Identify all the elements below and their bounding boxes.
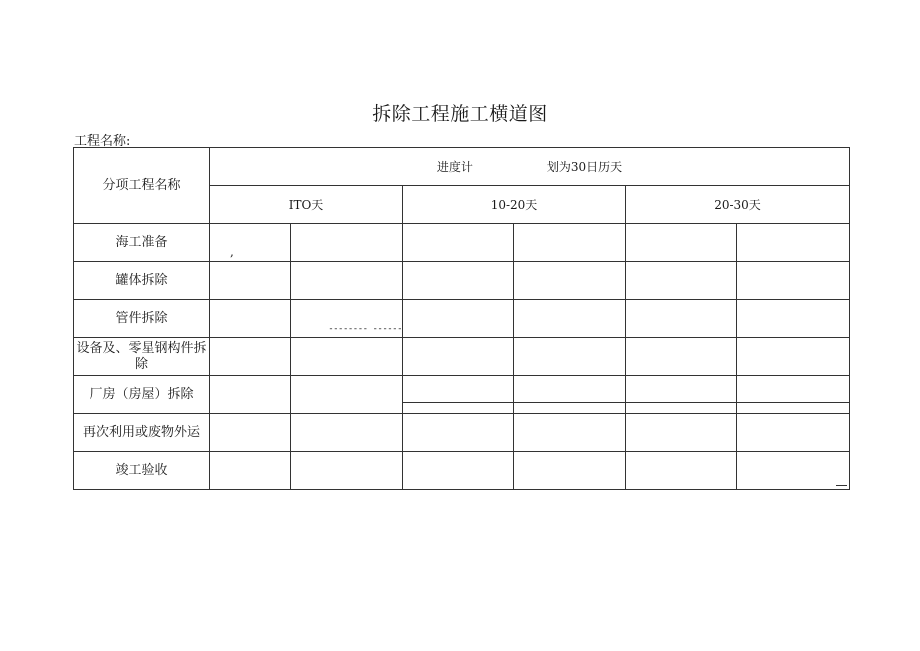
plan-label-part-1: 进度计 [436,159,473,174]
task-name: 厂房（房屋）拆除 [74,376,210,414]
schedule-cell [210,224,291,262]
schedule-cell [737,300,850,338]
schedule-cell [514,224,626,262]
project-name-label: 工程名称: [74,134,131,149]
schedule-cell [626,262,737,300]
schedule-cell [291,376,403,414]
schedule-cell [737,224,850,262]
period-header-3: 20-30天 [626,186,850,224]
schedule-cell [514,376,626,414]
task-name: 设备及、零星钢构件拆除 [74,338,210,376]
schedule-plan-header [210,148,850,186]
schedule-cell [737,414,850,452]
schedule-cell [210,376,291,414]
task-row [74,376,850,414]
schedule-cell [626,376,737,414]
schedule-cell [403,452,514,490]
schedule-cell [626,414,737,452]
comma-mark: , [230,245,234,259]
schedule-cell [291,338,403,376]
schedule-cell [737,338,850,376]
schedule-cell [514,338,626,376]
item-name-header: 分项工程名称 [74,148,210,224]
schedule-cell [514,452,626,490]
schedule-cell [626,224,737,262]
schedule-cell [403,224,514,262]
document-title: 拆除工程施工横道图 [372,103,548,125]
schedule-cell [291,414,403,452]
schedule-cell [210,262,291,300]
task-name: 海工准备 [74,224,210,262]
schedule-cell [210,300,291,338]
progress-bar [514,402,625,403]
task-name: 再次利用或废物外运 [74,414,210,452]
schedule-cell [403,376,514,414]
task-name: 罐体拆除 [74,262,210,300]
schedule-cell [514,300,626,338]
dashed-progress-mark: -------- ------ [328,324,402,334]
task-row [74,338,850,376]
schedule-cell [403,414,514,452]
progress-bar [403,402,513,403]
schedule-cell [514,414,626,452]
progress-bar [737,402,849,403]
schedule-cell [403,262,514,300]
schedule-cell [626,338,737,376]
schedule-cell [626,452,737,490]
schedule-cell [210,338,291,376]
schedule-cell [210,414,291,452]
schedule-cell [737,376,850,414]
header-row-plan [74,148,850,186]
schedule-cell [291,300,403,338]
schedule-cell [737,262,850,300]
task-name: 管件拆除 [74,300,210,338]
task-row [74,452,850,490]
progress-bar [626,402,736,403]
task-name: 竣工验收 [74,452,210,490]
schedule-cell [291,262,403,300]
schedule-cell [514,262,626,300]
schedule-cell [291,452,403,490]
schedule-cell [626,300,737,338]
task-row [74,300,850,338]
schedule-cell [403,300,514,338]
schedule-cell [210,452,291,490]
task-row [74,262,850,300]
schedule-cell [403,338,514,376]
short-progress-mark [836,485,847,486]
gantt-chart-table [73,147,850,490]
schedule-cell [737,452,850,490]
task-row [74,224,850,262]
plan-label-part-2: 划为30日历天 [546,159,623,174]
task-row [74,414,850,452]
period-header-2: 10-20天 [403,186,626,224]
period-header-1: ITO天 [210,186,403,224]
schedule-cell [291,224,403,262]
